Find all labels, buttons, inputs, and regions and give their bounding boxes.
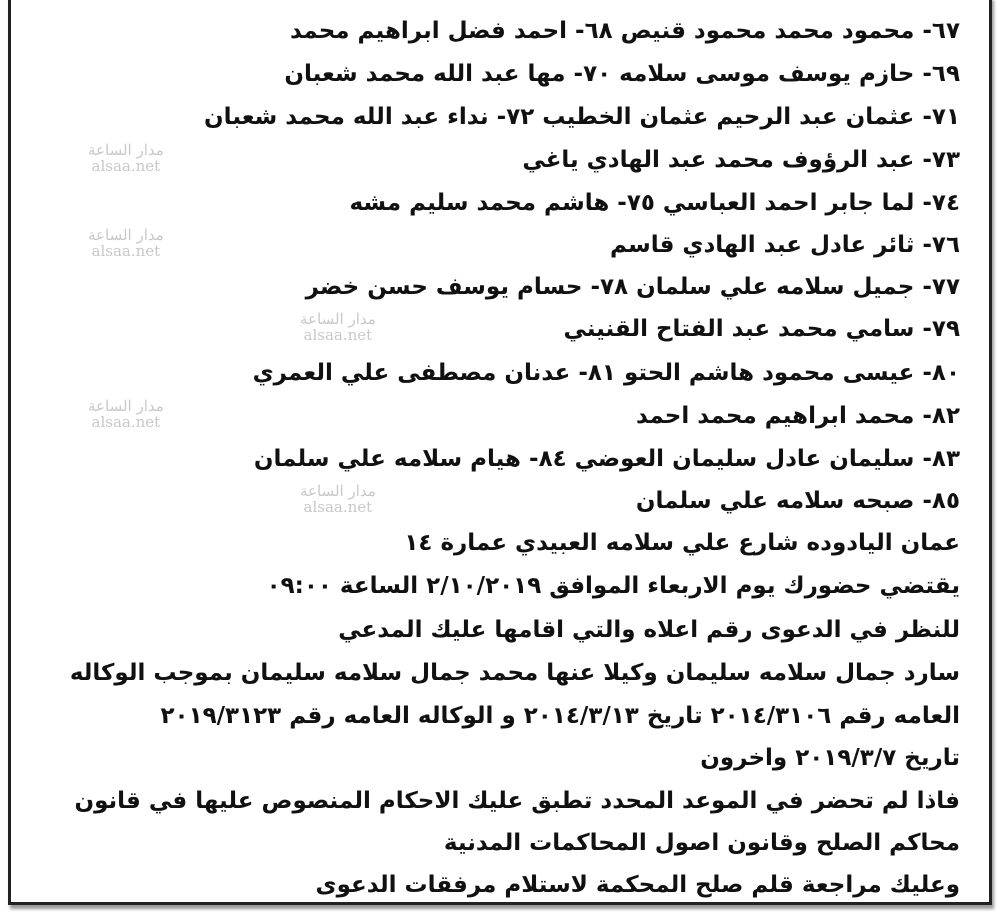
watermark (88, 227, 164, 259)
watermark-latin: alsaa.net (91, 157, 161, 175)
notice-text-line: سارد جمال سلامه سليمان وكيلا عنها محمد جمال سلامه سليمان بموجب الوكاله (69, 660, 960, 686)
notice-text-line: للنظر في الدعوى رقم اعلاه والتي اقامها عليك المدعي (338, 617, 960, 643)
watermark (88, 142, 164, 174)
defendant-list-line: ٨٥- صبحه سلامه علي سلمان (635, 488, 960, 514)
watermark-latin: alsaa.net (91, 413, 161, 431)
watermark-arabic: مدار الساعة (88, 226, 164, 244)
watermark-latin: alsaa.net (91, 242, 161, 260)
defendant-list-line: ٨٠- عيسى محمود هاشم الحتو ٨١- عدنان مصطفى علي العمري (252, 360, 960, 386)
defendant-list-line: ٦٧- محمود محمد محمود قنيص ٦٨- احمد فضل ابراهيم محمد (289, 18, 960, 44)
defendant-list-line: ٧٦- ثائر عادل عبد الهادي قاسم (610, 232, 960, 258)
defendant-list-line: ٧٩- سامي محمد عبد الفتاح القنيني (563, 316, 960, 342)
watermark (300, 483, 376, 515)
watermark-arabic: مدار الساعة (88, 141, 164, 159)
watermark-arabic: مدار الساعة (88, 397, 164, 415)
notice-text-line: العامه رقم ٢٠١٤/٣١٠٦ تاريخ ٢٠١٤/٣/١٣ و الوكاله العامه رقم ٢٠١٩/٣١٢٣ (160, 703, 960, 729)
notice-text-line: تاريخ ٢٠١٩/٣/٧ واخرون (700, 745, 960, 771)
notice-text-line: عمان اليادوده شارع علي سلامه العبيدي عمارة ١٤ (404, 530, 960, 556)
notice-text-line: يقتضي حضورك يوم الاربعاء الموافق ٢/١٠/٢٠١٩ الساعة ٠٩:٠٠ (266, 573, 960, 599)
defendant-list-line: ٧١- عثمان عبد الرحيم عثمان الخطيب ٧٢- نداء عبد الله محمد شعبان (204, 104, 960, 130)
defendant-list-line: ٧٧- جميل سلامه علي سلمان ٧٨- حسام يوسف حسن خضر (305, 274, 960, 300)
watermark-arabic: مدار الساعة (300, 310, 376, 328)
watermark-latin: alsaa.net (303, 326, 373, 344)
notice-text-line: فاذا لم تحضر في الموعد المحدد تطبق عليك الاحكام المنصوص عليها في قانون (74, 788, 960, 814)
watermark-latin: alsaa.net (303, 498, 373, 516)
defendant-list-line: ٧٤- لما جابر احمد العباسي ٧٥- هاشم محمد سليم مشه (349, 190, 960, 216)
watermark-arabic: مدار الساعة (300, 482, 376, 500)
watermark (300, 311, 376, 343)
defendant-list-line: ٨٢- محمد ابراهيم محمد احمد (636, 403, 960, 429)
notice-text-line: محاكم الصلح وقانون اصول المحاكمات المدنية (443, 830, 960, 856)
defendant-list-line: ٦٩- حازم يوسف موسى سلامه ٧٠- مها عبد الله محمد شعبان (284, 61, 960, 87)
defendant-list-line: ٨٣- سليمان عادل سليمان العوضي ٨٤- هيام سلامه علي سلمان (253, 446, 960, 472)
defendant-list-line: ٧٣- عبد الرؤوف محمد عبد الهادي ياغي (522, 147, 960, 173)
notice-text-line: وعليك مراجعة قلم صلح المحكمة لاستلام مرفقات الدعوى (315, 872, 960, 898)
watermark (88, 398, 164, 430)
